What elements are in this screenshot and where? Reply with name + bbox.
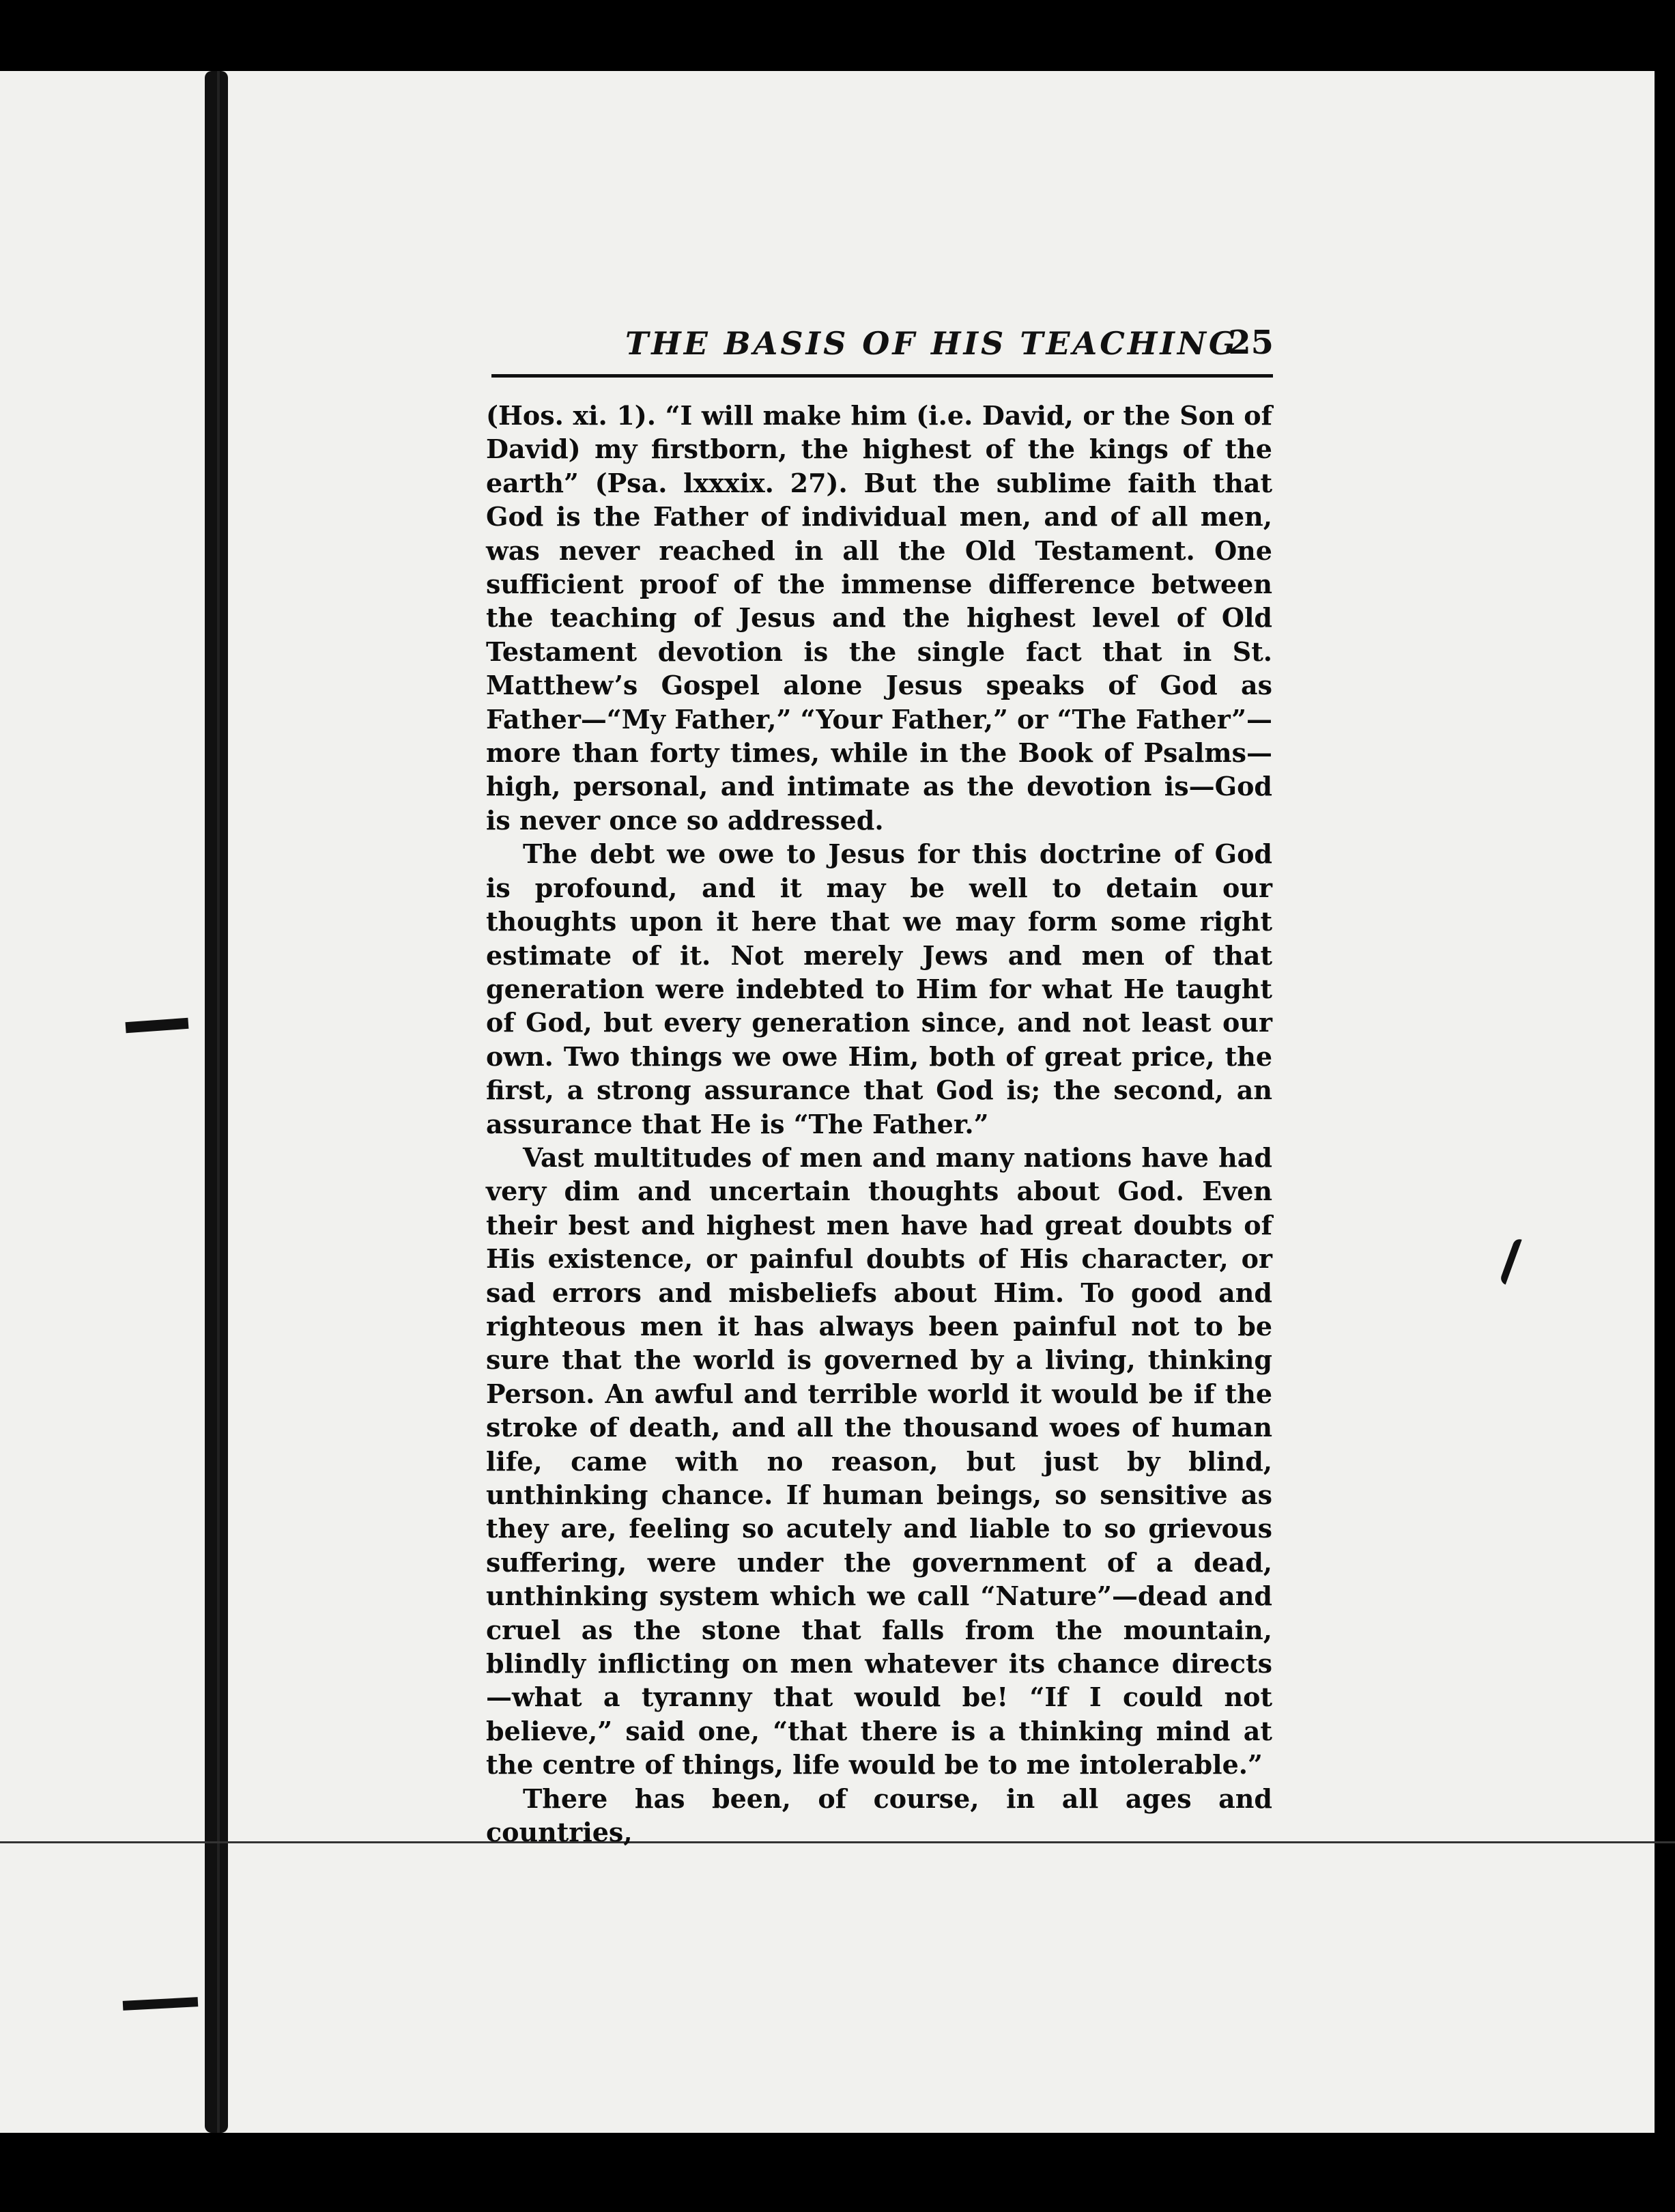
scan-bottom-border [0,2133,1675,2212]
page-number: 25 [1228,324,1274,362]
running-header [489,321,1274,374]
paragraph: (Hos. xi. 1). “I will make him (i.e. David, or the Son of David) my firstborn, the highest of the kings of the earth” (Psa. lxxxix. 27). But the sublime faith that God is the Father of individual men, and of all men, was never reached in all the Old Testament. One sufficient proof of the immense difference between the teaching of Jesus and the highest level of Old Testament devotion is the single fact that in St. Matthew’s Gospel alone Jesus speaks of God as Father—“My Father,” “Your Father,” or “The Father”—more than forty times, while in the Book of Psalms—high, personal, and intimate as the devotion is—God is never once so addressed. [486,400,1272,836]
paragraph: There has been, of course, in all ages and countries, [486,1783,1272,1848]
paragraph: Vast multitudes of men and many nations have had very dim and uncertain thoughts about God. Even their best and highest men have had great doubts of His existence, or painful doubts of His character, or sad errors and misbeliefs about Him. To good and righteous men it has always been painful not to be sure that the world is governed by a living, thinking Person. An awful and terrible world it would be if the stroke of death, and all the thousand woes of human life, came with no reason, but just by blind, unthinking chance. If human beings, so sensitive as they are, feeling so acutely and liable to so grievous suffering, were under the government of a dead, unthinking system which we call “Nature”—dead and cruel as the stone that falls from the mountain, blindly inflicting on men whatever its chance directs—what a tyranny that would be! “If I could not believe,” said one, “that there is a thinking mind at the centre of things, life would be to me intolerable.” [486,1142,1272,1781]
paragraph: The debt we owe to Jesus for this doctrine of God is profound, and it may be well to detain our thoughts upon it here that we may form some right estimate of it. Not merely Jews and men of that generation were indebted to Him for what He taught of God, but every generation since, and not least our own. Two things we owe Him, both of great price, the first, a strong assurance that God is; the second, an assurance that He is “The Father.” [486,838,1272,1139]
binding-gutter-line [205,71,228,2133]
body-text [486,399,1272,1849]
binding-gutter-shadow [217,71,220,2133]
header-rule [491,374,1273,378]
scan-right-border [1655,0,1675,2212]
running-head-title: THE BASIS OF HIS TEACHING [625,325,1239,362]
